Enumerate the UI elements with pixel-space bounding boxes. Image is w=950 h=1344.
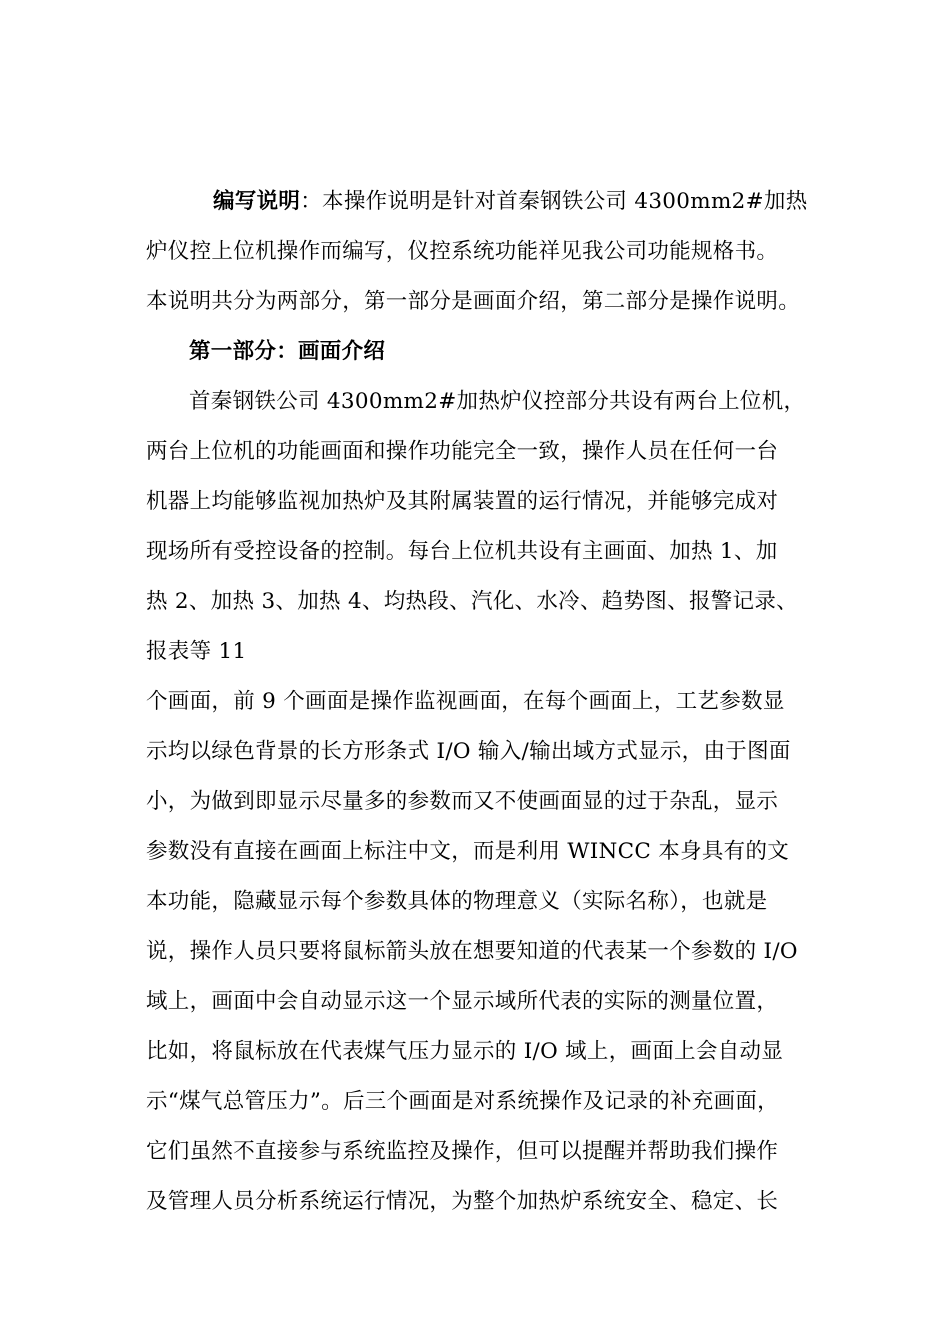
body-line: 示“煤气总管压力”。后三个画面是对系统操作及记录的补充画面， (146, 1089, 779, 1114)
body-line: 说，操作人员只要将鼠标箭头放在想要知道的代表某一个参数的 I/O (146, 939, 798, 964)
body-line: 它们虽然不直接参与系统监控及操作，但可以提醒并帮助我们操作 (146, 1139, 779, 1164)
body-line: 个画面，前 9 个画面是操作监视画面，在每个画面上，工艺参数显 (146, 689, 785, 714)
body-line: 小，为做到即显示尽量多的参数而又不使画面显的过于杂乱，显示 (146, 789, 779, 814)
body-line: 本功能，隐藏显示每个参数具体的物理意义（实际名称），也就是 (146, 889, 768, 914)
intro-line-3: 本说明共分为两部分，第一部分是画面介绍，第二部分是操作说明。 (146, 289, 801, 314)
intro-line-2: 炉仪控上位机操作而编写，仪控系统功能祥见我公司功能规格书。 (146, 239, 779, 264)
body-line: 首秦钢铁公司 4300mm2#加热炉仪控部分共设有两台上位机， (189, 389, 806, 414)
body-line: 比如，将鼠标放在代表煤气压力显示的 I/O 域上，画面上会自动显 (146, 1039, 784, 1064)
intro-heading: 编写说明 (213, 189, 301, 214)
body-line: 及管理人员分析系统运行情况，为整个加热炉系统安全、稳定、长 (146, 1189, 779, 1214)
body-line: 现场所有受控设备的控制。每台上位机共设有主画面、加热 1、加 (146, 539, 778, 564)
body-line: 参数没有直接在画面上标注中文，而是利用 WINCC 本身具有的文 (146, 839, 790, 864)
body-line: 示均以绿色背景的长方形条式 I/O 输入/输出域方式显示，由于图面 (146, 739, 791, 764)
body-line: 机器上均能够监视加热炉及其附属装置的运行情况，并能够完成对 (146, 489, 779, 514)
body-line: 两台上位机的功能画面和操作功能完全一致，操作人员在任何一台 (146, 439, 779, 464)
body-line: 报表等 11 (146, 639, 247, 664)
intro-text-1: 本操作说明是针对首秦钢铁公司 4300mm2#加热 (322, 189, 808, 214)
intro-colon: ： (300, 189, 323, 214)
section-title: 第一部分：画面介绍 (189, 339, 386, 364)
body-line: 域上，画面中会自动显示这一个显示域所代表的实际的测量位置， (146, 989, 779, 1014)
body-line: 热 2、加热 3、加热 4、均热段、汽化、水冷、趋势图、报警记录、 (146, 589, 798, 614)
intro-line-1 (213, 186, 808, 218)
